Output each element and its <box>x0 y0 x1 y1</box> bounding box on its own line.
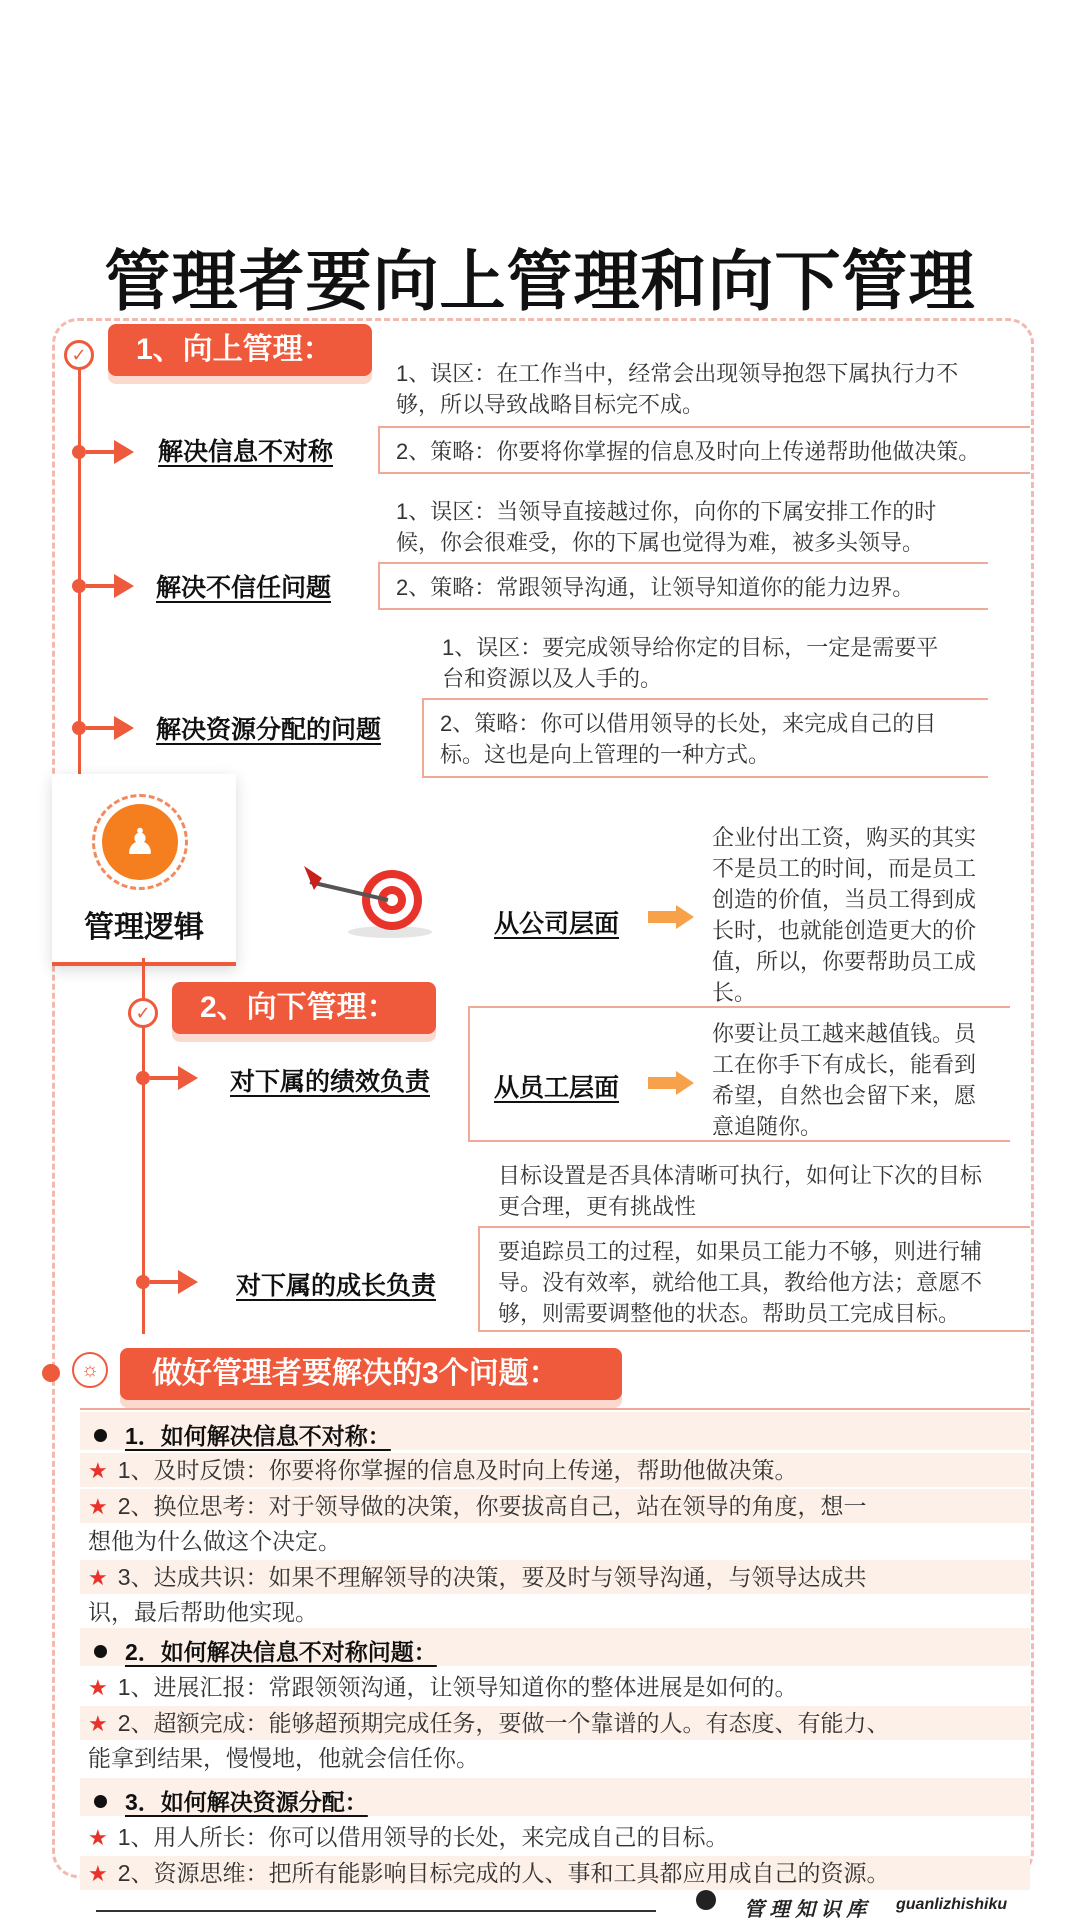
problem-item: ★ 1、进展汇报：常跟领领沟通，让领导知道你的整体进展是如何的。 <box>88 1674 798 1700</box>
down-topic-1: 对下属的绩效负责 <box>230 1068 431 1096</box>
company-level-text: 企业付出工资，购买的其实 不是员工的时间，而是员工 创造的价值，当员工得到成 长时，也就能创造更大的价 值，所以，你要帮助员工成 长。 <box>712 825 977 1005</box>
group-title-1: 1．如何解决信息不对称： <box>94 1418 391 1451</box>
target-icon <box>300 860 440 940</box>
footer-rule <box>96 1910 656 1912</box>
up-mistake-1: 1、误区：在工作当中，经常会出现领导抱怨下属执行力不 够，所以导致战略目标完不成。 <box>396 361 959 417</box>
management-logic-card <box>52 774 236 966</box>
down-topic-2: 对下属的成长负责 <box>236 1272 437 1300</box>
problem-item: ★ 2、超额完成：能够超预期完成任务，要做一个靠谱的人。有态度、有能力、 能拿到结果，慢慢地，他就会信任你。 <box>88 1710 890 1771</box>
up-strategy-3: 2、策略：你可以借用领导的长处，来完成自己的目 标。这也是向上管理的一种方式。 <box>422 698 988 778</box>
up-topic-2: 解决不信任问题 <box>156 574 332 602</box>
group-title-3: 3．如何解决资源分配： <box>94 1784 368 1817</box>
orange-arrow-icon <box>648 906 694 928</box>
employee-level-text: 你要让员工越来越值钱。员 工在你手下有成长，能看到 希望，自然也会留下来，愿 意追随你。 <box>712 1021 977 1139</box>
problem-item: ★ 3、达成共识：如果不理解领导的决策，要及时与领导沟通，与领导达成共 识，最后帮助他实现。 <box>88 1564 867 1625</box>
footer-brand: 管 理 知 识 库 <box>744 1899 867 1921</box>
arrow-icon <box>72 716 134 740</box>
arrow-icon <box>72 574 134 598</box>
lightbulb-icon: ☼ <box>72 1352 108 1388</box>
check-icon: ✓ <box>64 340 94 370</box>
check-icon: ✓ <box>128 998 158 1028</box>
page-title: 管理者要向上管理和向下管理 <box>104 244 976 318</box>
problem-item: ★ 1、用人所长：你可以借用领导的长处，来完成自己的目标。 <box>88 1824 729 1850</box>
up-topic-1: 解决信息不对称 <box>158 438 334 466</box>
logic-label: 管理逻辑 <box>84 911 204 944</box>
arrow-icon <box>136 1066 198 1090</box>
problems-heading: 做好管理者要解决的3个问题： <box>120 1348 622 1400</box>
down-heading: 2、向下管理： <box>172 982 436 1034</box>
user-check-icon: ♟ <box>102 804 178 880</box>
problem-item: ★ 2、换位思考：对于领导做的决策，你要拔高自己，站在领导的角度，想一 想他为什么做这个决定。 <box>88 1493 867 1554</box>
up-mistake-3: 1、误区：要完成领导给你定的目标，一定是需要平 台和资源以及人手的。 <box>442 635 939 691</box>
down-goal-text: 目标设置是否具体清晰可执行，如何让下次的目标 更合理，更有挑战性 <box>498 1163 983 1219</box>
orange-arrow-icon <box>648 1072 694 1094</box>
up-strategy-1: 2、策略：你要将你掌握的信息及时向上传递帮助他做决策。 <box>378 426 1030 474</box>
employee-level-label: 从员工层面 <box>494 1074 620 1102</box>
logic-badge <box>92 794 188 890</box>
company-level-label: 从公司层面 <box>494 910 620 938</box>
up-mistake-2: 1、误区：当领导直接越过你，向你的下属安排工作的时 候，你会很难受，你的下属也觉得为难，被多头领导。 <box>396 499 937 555</box>
up-timeline <box>78 358 81 778</box>
problem-item: ★ 1、及时反馈：你要将你掌握的信息及时向上传递，帮助他做决策。 <box>88 1457 798 1483</box>
down-track-box: 要追踪员工的过程，如果员工能力不够，则进行辅 导。没有效率，就给他工具，教给他方法；意愿不 够，则需要调整他的状态。帮助员工完成目标。 <box>478 1226 1030 1332</box>
up-strategy-2: 2、策略：常跟领导沟通，让领导知道你的能力边界。 <box>378 562 988 610</box>
arrow-icon <box>136 1270 198 1294</box>
section-dot <box>42 1364 60 1382</box>
group-title-2: 2．如何解决信息不对称问题： <box>94 1634 437 1667</box>
problem-item: ★ 2、资源思维：把所有能影响目标完成的人、事和工具都应用成自己的资源。 <box>88 1860 890 1886</box>
lightbulb-logo-icon <box>696 1890 718 1916</box>
footer-site: guanlizhishiku <box>896 1896 1008 1913</box>
problems-top-rule <box>80 1408 1030 1410</box>
up-heading: 1、向上管理： <box>108 324 372 376</box>
arrow-icon <box>72 440 134 464</box>
up-topic-3: 解决资源分配的问题 <box>156 716 382 744</box>
